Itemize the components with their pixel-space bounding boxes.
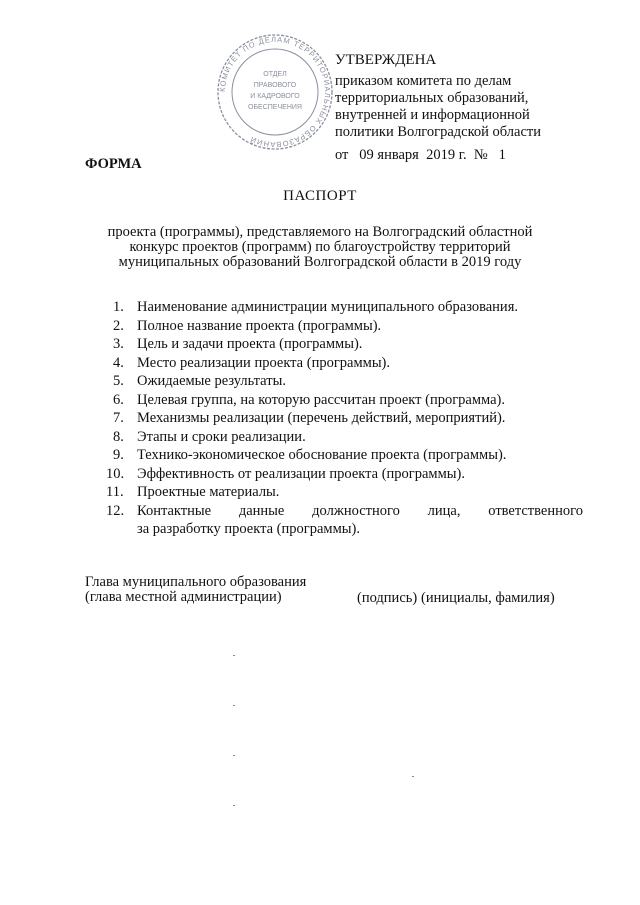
list-item: 9. Технико-экономическое обоснование проекта (программы). (113, 447, 507, 463)
official-stamp (215, 32, 335, 157)
scan-speck (233, 755, 235, 756)
approval-line-3: внутренней и информационной (335, 107, 530, 123)
approval-block (335, 52, 580, 164)
document-title: ПАСПОРТ (283, 188, 357, 204)
list-item: 1. Наименование администрации муниципального образования. (113, 299, 518, 315)
approval-line-1: приказом комитета по делам (335, 73, 512, 89)
signature-title: Глава муниципального образования (глава местной администрации) (85, 574, 307, 605)
list-item: 8. Этапы и сроки реализации. (113, 428, 306, 445)
list-item: 2. Полное название проекта (программы). (113, 317, 382, 334)
list-item: 11. Проектные материалы. (106, 484, 280, 500)
list-item: 6. Целевая группа, на которую рассчитан проект (программа). (113, 391, 505, 408)
approval-date: от 09 января 2019 г. № 1 (335, 147, 506, 163)
svg-text:ОБЕСПЕЧЕНИЯ: ОБЕСПЕЧЕНИЯ (248, 104, 302, 111)
passport-items-list (106, 298, 583, 539)
document-subtitle: проекта (программы), представляемого на Волгоградский областной конкурс проектов (программ) по благоустройству территорий муниципальных образований Волгоградской области в 2019 году (107, 224, 533, 270)
scan-speck (412, 776, 414, 777)
list-item: 5. Ожидаемые результаты. (113, 373, 286, 389)
form-label: ФОРМА (85, 156, 142, 172)
scan-speck (233, 655, 235, 656)
svg-text:ПРАВОВОГО: ПРАВОВОГО (253, 82, 297, 89)
approval-heading: УТВЕРЖДЕНА (335, 52, 437, 68)
list-item: 4. Место реализации проекта (программы). (113, 354, 391, 371)
svg-text:КОМИТЕТ ПО ДЕЛАМ ТЕРРИТОРИАЛЬН: КОМИТЕТ ПО ДЕЛАМ ТЕРРИТОРИАЛЬНЫХ ОБРАЗОВАНИЙ (217, 34, 333, 150)
svg-text:ОТДЕЛ: ОТДЕЛ (263, 71, 287, 78)
scan-speck (233, 705, 235, 706)
list-item: 7. Механизмы реализации (перечень действий, мероприятий). (113, 410, 506, 426)
list-item: 3. Цель и задачи проекта (программы). (113, 336, 363, 352)
svg-text:И КАДРОВОГО: И КАДРОВОГО (250, 93, 300, 100)
scan-speck (233, 805, 235, 806)
signature-field: (подпись) (357, 590, 418, 606)
list-item: 12. Контактные данные должностного лица, ответственного за разработку проекта (программы). (106, 502, 583, 537)
approval-line-2: территориальных образований, (335, 90, 529, 106)
approval-line-4: политики Волгоградской области (335, 124, 542, 140)
name-field: (инициалы, фамилия) (421, 590, 555, 606)
list-item: 10. Эффективность от реализации проекта (программы). (106, 465, 465, 482)
